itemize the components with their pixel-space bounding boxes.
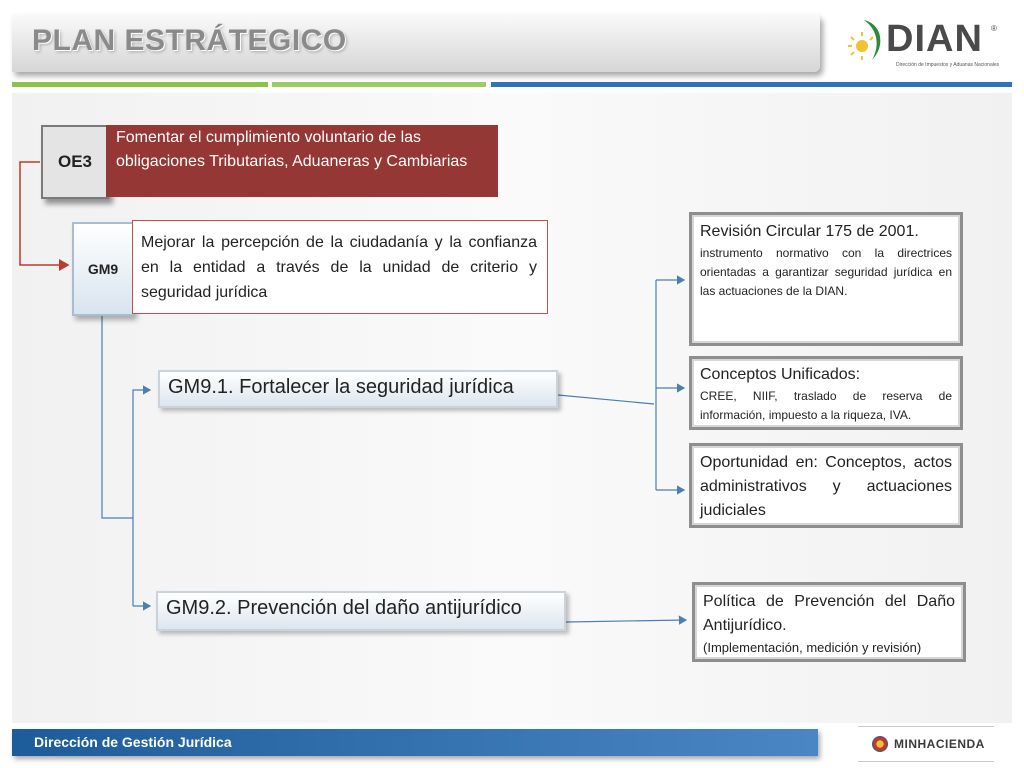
card-1-heading: Revisión Circular 175 de 2001. xyxy=(700,223,919,240)
card-oportunidad xyxy=(689,443,963,528)
ministry-name: MINHACIENDA xyxy=(894,737,985,751)
objective-code-box: OE3 xyxy=(41,125,109,199)
logo-subtitle: Dirección de Impuestos y Aduanas Nacionales xyxy=(896,62,1000,68)
gm91-to-cards-line xyxy=(558,395,654,404)
card-4-detail: (Implementación, medición y revisión) xyxy=(703,640,922,655)
minhacienda-logo xyxy=(858,726,994,762)
page-title: PLAN ESTRÁTEGICO xyxy=(32,24,347,57)
goal-description: Mejorar la percepción de la ciudadanía y la confianza en la entidad a través de la unidad de criterio y seguridad jurídica xyxy=(132,220,548,314)
card-politica-prevencion xyxy=(692,582,966,662)
footer-bar xyxy=(12,729,818,756)
card-2-heading: Conceptos Unificados: xyxy=(700,366,861,383)
bracket-to-gm91 xyxy=(133,390,150,606)
sub-objective-gm91: GM9.1. Fortalecer la seguridad jurídica xyxy=(158,370,558,408)
sub-objective-gm92: GM9.2. Prevención del daño antijurídico xyxy=(156,591,566,631)
card-1-detail: instrumento normativo con la directrices orientadas a garantizar seguridad jurídica en las actuaciones de la DIAN. xyxy=(700,246,952,298)
card-4-heading: Política de Prevención del Daño Antijurídico. xyxy=(703,593,955,634)
coat-of-arms-icon xyxy=(872,736,888,752)
footer-department: Dirección de Gestión Jurídica xyxy=(34,734,232,750)
card-revision-circular xyxy=(689,212,963,346)
card-3-heading: Oportunidad en: Conceptos, actos administrativos y actuaciones judiciales xyxy=(700,454,952,519)
card-conceptos-unificados xyxy=(689,356,963,430)
gm-trunk-line xyxy=(102,314,133,518)
logo-wordmark: DIAN xyxy=(886,18,983,60)
logo-registered-mark: ® xyxy=(991,24,997,33)
card-2-detail: CREE, NIIF, traslado de reserva de información, impuesto a la riqueza, IVA. xyxy=(700,389,952,422)
gm92-to-card-4 xyxy=(566,620,686,622)
objective-description: Fomentar el cumplimiento voluntario de las obligaciones Tributarias, Aduaneras y Cambiarias xyxy=(106,125,498,197)
goal-code-box: GM9 xyxy=(72,222,134,316)
